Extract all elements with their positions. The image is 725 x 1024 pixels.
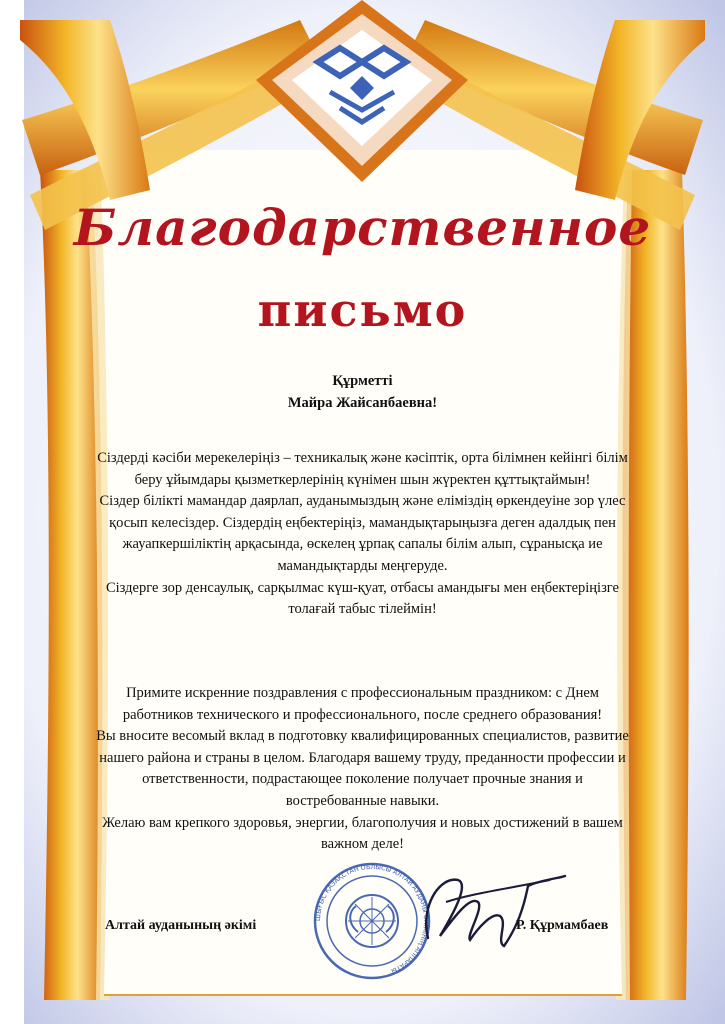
- russian-paragraph: Желаю вам крепкого здоровья, энергии, благополучия и новых достижений в вашем важном деле!: [102, 814, 623, 853]
- title-line-1: Благодарственное: [73, 198, 652, 257]
- emblem-icon: [346, 895, 398, 947]
- signatory-name: Р. Құрмамбаев: [516, 918, 609, 933]
- kazakh-paragraph: Сіздерді кәсіби мерекелеріңіз – техникалық және кәсіптік, орта білімнен кейінгі білім беру ұйымдары қызметкерлерінің күнімен шын жүректен құттықтаймын!: [97, 450, 628, 488]
- kazakh-paragraph: Сіздер білікті мамандар даярлап, ауданымыздың және еліміздің өркендеуіне зор үлес қосып келесіздер. Сіздердің еңбектеріңіз, мамандықтарыңызға деген адалдық пен жауапкершіліктің арқасында, өскелең ұрпақ сапалы білім алып, сұранысқа ие мамандықтарды меңгеруде.: [99, 493, 626, 574]
- russian-paragraph: Вы вносите весомый вклад в подготовку квалифицированных специалистов, развитие нашего района и страны в целом. Благодаря вашему труду, преданности профессии и ответственности, подрастающее поколение получает прочные знания и востребованные навыки.: [96, 728, 629, 809]
- kazakh-text-block: [95, 448, 630, 621]
- salutation-line-1: Құрметті: [332, 373, 393, 389]
- title-line-2: письмо: [257, 283, 468, 337]
- russian-text-block: [95, 683, 630, 856]
- signatory-position: Алтай ауданының әкімі: [105, 918, 257, 933]
- russian-paragraph: Примите искренние поздравления с профессиональным праздником: с Днем работников технического и профессионального, после среднего образования!: [122, 685, 603, 723]
- handwritten-signature: [400, 866, 570, 956]
- kazakh-paragraph: Сіздерге зор денсаулық, сарқылмас күш-қуат, отбасы амандығы мен еңбектеріңізге толағай табыс тілеймін!: [105, 579, 619, 618]
- seal-text: ШЫҒЫС ҚАЗАҚСТАН ОБЛЫСЫ АЛТАЙ АУДАНЫ ӘКІМІНІҢ АППАРАТЫ: [313, 862, 431, 976]
- salutation: [95, 370, 630, 414]
- recipient-name: Майра Жайсанбаевна!: [287, 395, 438, 411]
